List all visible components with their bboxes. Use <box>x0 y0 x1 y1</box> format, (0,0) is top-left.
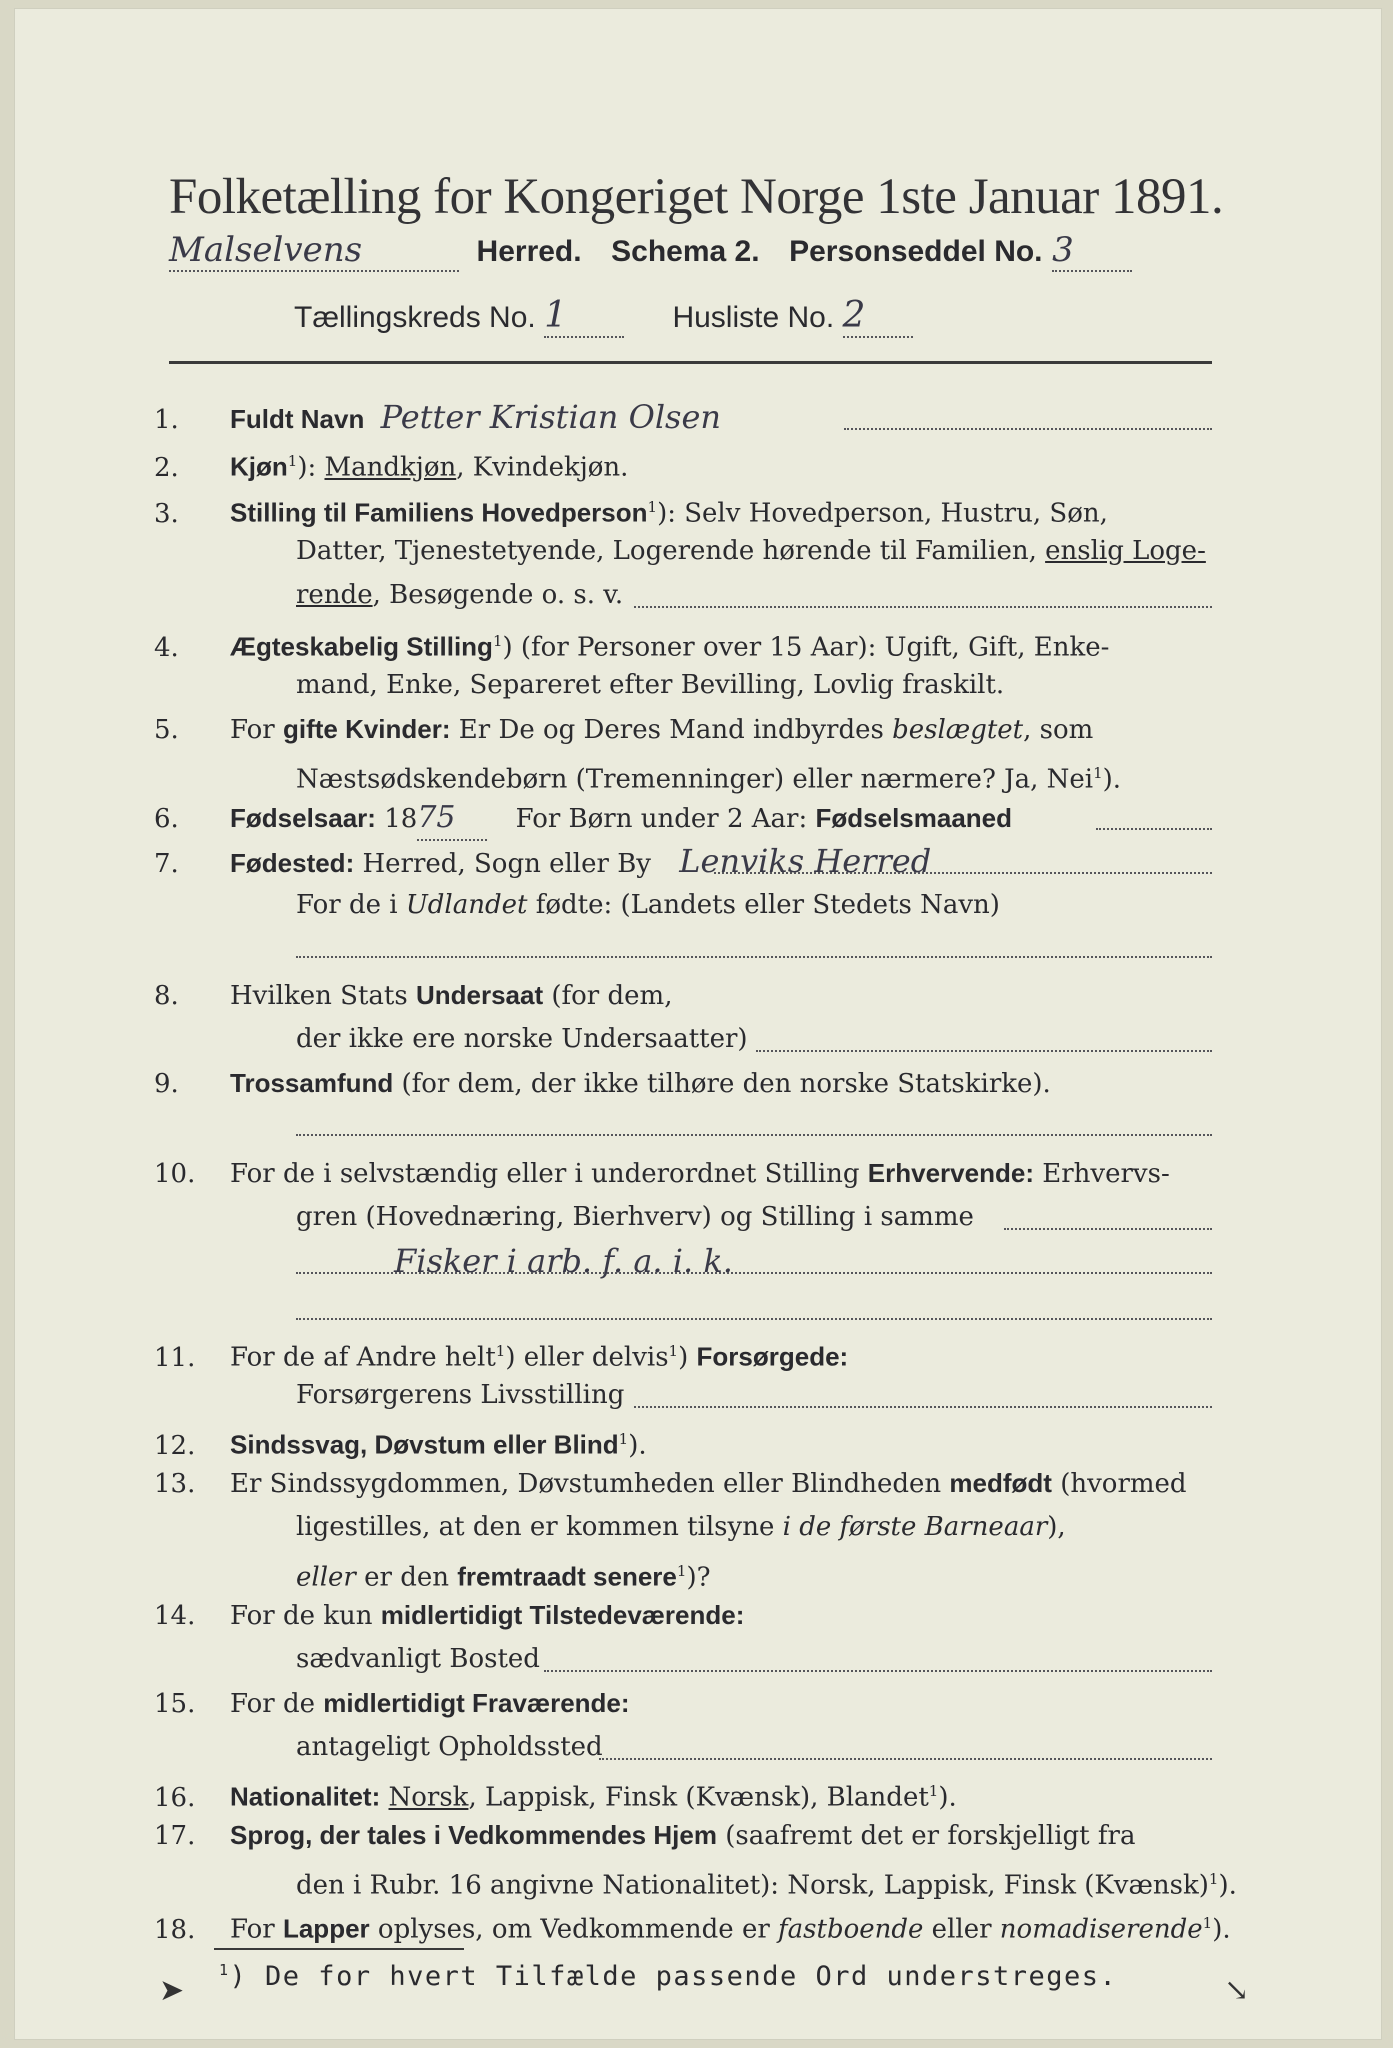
q6-prefix: 18 <box>384 804 418 834</box>
question-3 <box>154 486 1108 536</box>
q16-label: Nationalitet: <box>230 1781 381 1812</box>
q17-line1: (saafremt det er forskjelligt fra <box>716 1821 1136 1851</box>
q3-line2a: Datter, Tjenestetyende, Logerende hørende til Familien, <box>296 536 1046 566</box>
q12-end: ). <box>628 1430 647 1461</box>
q15-dotted-line <box>599 1758 1212 1760</box>
q11-line1b: ) eller delvis <box>505 1342 669 1373</box>
q3-option-rende: rende <box>296 580 373 610</box>
q7-label: Fødested: <box>230 848 355 878</box>
pointer-mark-right: ↘ <box>1224 1973 1250 2008</box>
q4-line2: mand, Enke, Separeret efter Bevilling, Lovlig fraskilt. <box>296 670 1005 700</box>
question-14 <box>154 1594 744 1638</box>
question-13 <box>154 1462 1187 1506</box>
q7-value: Lenviks Herred <box>679 842 932 880</box>
question-16 <box>154 1770 957 1820</box>
q15-number: 15. <box>154 1689 196 1719</box>
q6-dotted-line <box>1096 828 1212 830</box>
q13-line3c: )? <box>686 1562 711 1593</box>
q18-end: ). <box>1212 1914 1231 1945</box>
q13-line2c: ), <box>1047 1512 1066 1542</box>
q5-label-a: For <box>230 715 275 745</box>
q18-number: 18. <box>154 1914 196 1945</box>
q13-line3 <box>296 1550 711 1600</box>
schema-label: Schema 2. <box>611 235 760 268</box>
q7-text: Herred, Sogn eller By <box>354 849 651 879</box>
q3-line3 <box>296 574 623 617</box>
q13-label2: fremtraadt senere <box>457 1561 677 1592</box>
q12-label: Sindssvag, Døvstum eller Blind <box>230 1429 619 1460</box>
question-4 <box>154 620 1109 670</box>
q3-line3b: , Besøgende o. s. v. <box>372 580 624 610</box>
q14-number: 14. <box>154 1601 196 1631</box>
header-divider <box>169 361 1212 364</box>
q14-line1a: For de kun <box>230 1601 381 1631</box>
personseddel-value: 3 <box>1052 230 1132 272</box>
q18-line1c: eller <box>923 1914 1000 1945</box>
question-1 <box>154 396 721 442</box>
q9-label: Trossamfund <box>230 1068 394 1098</box>
header-kreds-line <box>294 295 913 338</box>
q17-line2 <box>296 1858 1237 1908</box>
q10-extra-dotted-line <box>296 1318 1212 1320</box>
q2-option-mandkjon: Mandkjøn <box>324 452 457 483</box>
q6-label: Fødselsaar: <box>230 803 376 833</box>
question-2 <box>154 440 628 490</box>
q9-dotted-line <box>296 1134 1212 1136</box>
q7-foreign-dotted-line <box>296 956 1212 958</box>
footnote-divider <box>214 1948 464 1950</box>
q7-line2b: Udlandet <box>405 890 528 920</box>
header-municipality-line <box>169 230 1132 272</box>
q2-sup: 1 <box>287 452 298 470</box>
q7-line2 <box>296 884 1000 927</box>
q6-value: 75 <box>417 796 487 841</box>
q18-line1a: For <box>230 1914 283 1945</box>
q18-label: Lapper <box>282 1913 370 1944</box>
q3-line1: ): Selv Hovedperson, Hustru, Søn, <box>657 498 1108 529</box>
question-5 <box>154 708 1093 752</box>
q3-number: 3. <box>154 498 179 529</box>
q11-dotted-line <box>634 1406 1212 1408</box>
q17-number: 17. <box>154 1821 196 1851</box>
q6-number: 6. <box>154 804 179 834</box>
q16-option-norsk: Norsk <box>388 1782 469 1813</box>
q7-line2a: For de i <box>296 890 406 920</box>
q5-line1a: Er De og Deres Mand indbyrdes <box>450 715 893 745</box>
q5-label-b: gifte Kvinder: <box>282 714 451 744</box>
question-17 <box>154 1814 1135 1858</box>
q8-line2: der ikke ere norske Undersaatter) <box>296 1024 748 1054</box>
q11-line2: Forsørgerens Livsstilling <box>296 1380 625 1410</box>
pointer-mark-left: ➤ <box>159 1973 185 2008</box>
kreds-label: Tællingskreds No. <box>294 301 536 334</box>
q6-label2: Fødselsmaaned <box>815 803 1013 833</box>
q6-text: For Børn under 2 Aar: <box>515 804 808 834</box>
q13-line1b: (hvormed <box>1051 1469 1187 1499</box>
q10-label: Erhvervende: <box>867 1158 1034 1188</box>
q15-line2: antageligt Opholdssted <box>296 1732 603 1762</box>
q9-text: (for dem, der ikke tilhøre den norske Statskirke). <box>393 1069 1051 1099</box>
footnote <box>219 1961 1117 1992</box>
q10-dotted-line <box>1004 1228 1212 1230</box>
husliste-label: Husliste No. <box>672 301 835 334</box>
q13-line2a: ligestilles, at den er kommen tilsyne <box>296 1512 783 1542</box>
q3-line2 <box>296 530 1206 573</box>
q15-label: midlertidigt Fraværende: <box>323 1688 630 1718</box>
q1-value: Petter Kristian Olsen <box>380 398 722 436</box>
q13-line3b: er den <box>355 1562 458 1593</box>
q10-line1a: For de i selvstændig eller i underordnet Stilling <box>230 1159 868 1189</box>
q7-dotted-line <box>714 872 1212 874</box>
q16-text: , Lappisk, Finsk (Kvænsk), Blandet <box>468 1782 929 1813</box>
question-12 <box>154 1418 647 1468</box>
q2-text-b: , Kvindekjøn. <box>456 452 629 483</box>
footnote-sup: 1 <box>219 1961 230 1979</box>
q1-dotted-line <box>844 428 1212 430</box>
q10-line2: gren (Hovednæring, Bierhverv) og Stilling i samme <box>296 1202 974 1232</box>
q16-end: ). <box>938 1782 957 1813</box>
q10-number: 10. <box>154 1159 196 1189</box>
question-15 <box>154 1682 630 1726</box>
q17-sup: 1 <box>1208 1870 1219 1888</box>
q10-value: Fisker i arb. f. a. i. k. <box>394 1242 733 1280</box>
q5-number: 5. <box>154 715 179 745</box>
q3-option-enslig: enslig Loge- <box>1045 536 1206 566</box>
q2-text-a: ): <box>297 452 325 483</box>
q14-line2: sædvanligt Bosted <box>296 1644 540 1674</box>
q10-value-dotted-line <box>296 1272 1212 1274</box>
q10-line1b: Erhvervs- <box>1033 1159 1170 1189</box>
q5-line2-text: Næstsødskendebørn (Tremenninger) eller nærmere? Ja, Nei <box>296 764 1094 795</box>
form-title: Folketælling for Kongeriget Norge 1ste Januar 1891. <box>169 169 1224 225</box>
herred-label: Herred. <box>476 235 582 268</box>
question-7 <box>154 840 931 886</box>
personseddel-label: Personseddel No. <box>789 235 1043 268</box>
q7-number: 7. <box>154 849 179 879</box>
q18-sup: 1 <box>1202 1914 1213 1932</box>
q13-line2b: i de første Barneaar <box>782 1512 1048 1542</box>
q18-option-nomadiserende: nomadiserende <box>999 1914 1203 1945</box>
q14-dotted-line <box>544 1670 1212 1672</box>
q7-line2c: fødte: (Landets eller Stedets Navn) <box>527 890 1000 920</box>
q8-line1b: (for dem, <box>543 981 673 1011</box>
q14-label: midlertidigt Tilstedeværende: <box>380 1600 745 1630</box>
q8-dotted-line <box>756 1050 1212 1052</box>
q17-line2-text: den i Rubr. 16 angivne Nationalitet): Norsk, Lappisk, Finsk (Kvænsk) <box>296 1870 1209 1901</box>
q13-sup: 1 <box>676 1562 687 1580</box>
footnote-text: ) De for hvert Tilfælde passende Ord understreges. <box>229 1961 1118 1992</box>
q11-sup-b: 1 <box>668 1342 679 1360</box>
husliste-value: 2 <box>843 295 913 338</box>
q11-number: 11. <box>154 1342 196 1373</box>
q13-line3a: eller <box>296 1562 356 1593</box>
q12-sup: 1 <box>618 1430 629 1448</box>
q2-number: 2. <box>154 452 179 483</box>
question-8 <box>154 974 672 1018</box>
q9-number: 9. <box>154 1069 179 1099</box>
q5-line1c: , som <box>1023 715 1094 745</box>
question-6 <box>154 796 1012 841</box>
kreds-value: 1 <box>544 295 624 338</box>
q11-sup-a: 1 <box>495 1342 506 1360</box>
q5-end: ). <box>1102 764 1122 795</box>
q2-label: Kjøn <box>230 451 288 482</box>
municipality-value: Malselvens <box>169 230 459 272</box>
q13-number: 13. <box>154 1469 196 1499</box>
q13-line2 <box>296 1506 1066 1549</box>
q17-end: ). <box>1218 1870 1237 1901</box>
q4-label: Ægteskabelig Stilling <box>230 631 493 662</box>
q11-label: Forsørgede: <box>696 1341 849 1372</box>
q8-number: 8. <box>154 981 179 1011</box>
q4-number: 4. <box>154 632 179 663</box>
q8-label: Undersaat <box>415 980 544 1010</box>
q13-line1a: Er Sindssygdommen, Døvstumheden eller Blindheden <box>230 1469 950 1499</box>
q3-dotted-line <box>634 606 1212 608</box>
q5-line1b: beslægtet <box>892 715 1024 745</box>
question-10 <box>154 1152 1170 1196</box>
q12-number: 12. <box>154 1430 196 1461</box>
q11-line1a: For de af Andre helt <box>230 1342 496 1373</box>
q5-sup: 1 <box>1093 764 1103 782</box>
q5-line2 <box>296 752 1121 802</box>
q15-line1a: For de <box>230 1689 324 1719</box>
q3-sup: 1 <box>647 498 658 516</box>
q4-line1: ) (for Personer over 15 Aar): Ugift, Gift, Enke- <box>502 632 1110 663</box>
q3-label: Stilling til Familiens Hovedperson <box>230 497 648 528</box>
q4-sup: 1 <box>492 632 503 650</box>
q16-sup: 1 <box>928 1782 939 1800</box>
q1-number: 1. <box>154 405 179 435</box>
question-18 <box>154 1902 1231 1952</box>
q17-label: Sprog, der tales i Vedkommendes Hjem <box>230 1820 717 1850</box>
q18-line1b: oplyses, om Vedkommende er <box>369 1914 779 1945</box>
census-form-page <box>14 8 1382 2040</box>
q18-option-fastboende: fastboende <box>778 1914 924 1945</box>
q13-label: medfødt <box>949 1468 1052 1498</box>
q1-label: Fuldt Navn <box>230 404 365 434</box>
question-9 <box>154 1062 1051 1106</box>
question-11: 11. For de af Andre helt$^1$) eller delvis$^1$) Forsørgede: <box>154 1330 848 1380</box>
q16-number: 16. <box>154 1782 196 1813</box>
q8-line1a: Hvilken Stats <box>230 981 416 1011</box>
